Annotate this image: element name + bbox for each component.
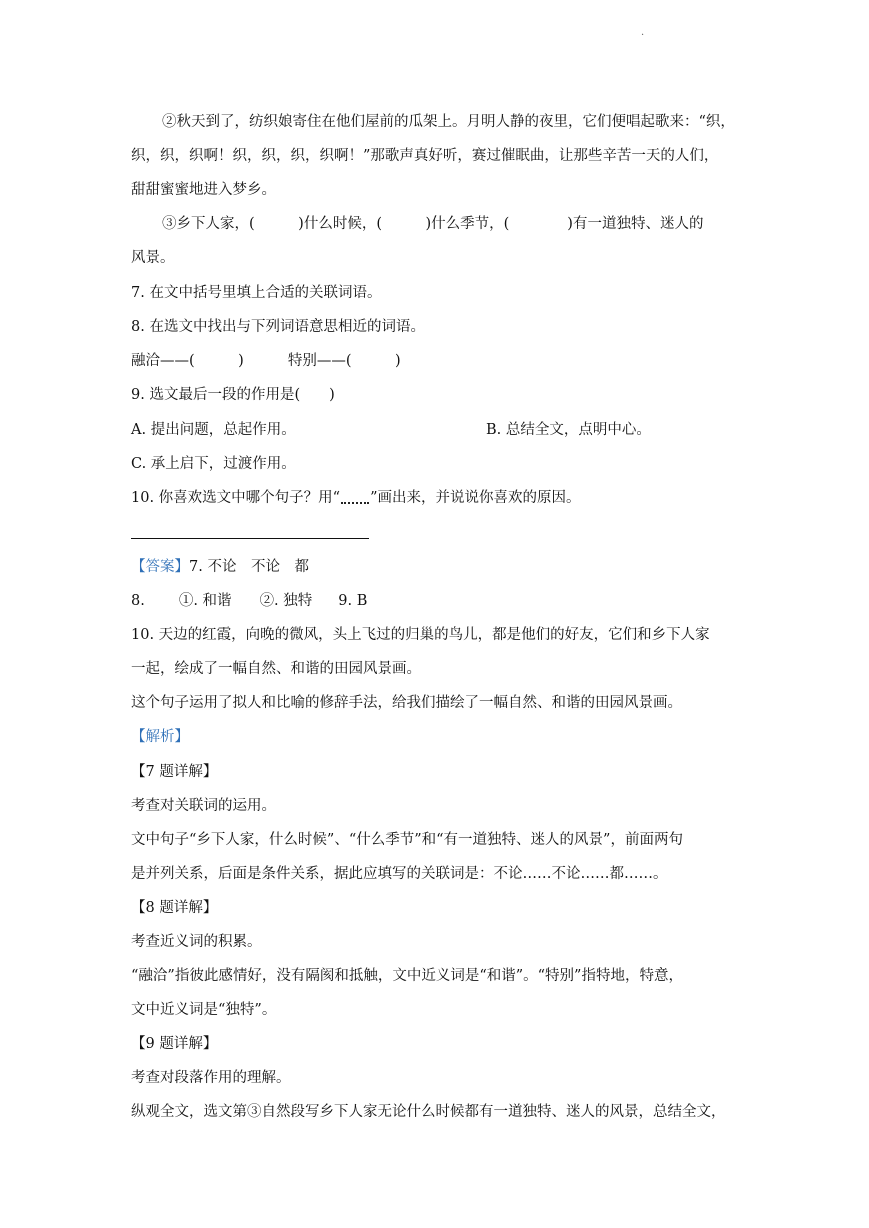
answer-10-line2: 一起，绘成了一幅自然、和谐的田园风景画。 xyxy=(131,661,421,677)
answer-8-number: 8. xyxy=(131,593,145,609)
question-8-items xyxy=(131,351,751,371)
analysis-heading-7: 【7 题详解】 xyxy=(131,764,218,780)
passage-p2-line2: 织，织，织啊！织，织，织，织啊！”那歌声真好听，赛过催眠曲，让那些辛苦一天的人们， xyxy=(131,148,719,164)
analysis-7-line2: 文中句子“乡下人家，什么时候”、“什么季节”和“有一道独特、迷人的风景”，前面两句 xyxy=(131,832,683,848)
analysis-9-line2: 纵观全文，选文第③自然段写乡下人家无论什么时候都有一道独特、迷人的风景，总结全文， xyxy=(131,1104,726,1120)
question-7: 7. 在文中括号里填上合适的关联词语。 xyxy=(131,285,382,301)
answer-8-item-1: ①. 和谐 xyxy=(178,593,232,609)
analysis-tag: 【解析】 xyxy=(131,729,189,745)
answer-8-9 xyxy=(131,591,751,611)
question-8-item-2: 特别——( ) xyxy=(287,353,401,369)
question-10 xyxy=(131,488,751,508)
passage-p3-line2: 风景。 xyxy=(131,250,175,266)
header-mark: · xyxy=(641,30,645,41)
analysis-heading-8: 【8 题详解】 xyxy=(131,900,218,916)
question-9: 9. 选文最后一段的作用是( ) xyxy=(131,387,335,403)
passage-p2-line1: ②秋天到了，纺织娘寄住在他们屋前的瓜架上。月明人静的夜里，它们便唱起歌来：“织， xyxy=(162,114,735,130)
passage-p3-line1: ③乡下人家，( )什么时候，( )什么季节，( )有一道独特、迷人的 xyxy=(162,216,704,232)
answer-tag: 【答案】 xyxy=(131,559,189,575)
question-8: 8. 在选文中找出与下列词语意思相近的词语。 xyxy=(131,319,425,335)
analysis-7-line1: 考查对关联词的运用。 xyxy=(131,798,276,814)
question-10-prefix: 10. 你喜欢选文中哪个句子？用“ xyxy=(131,490,341,506)
answer-10-line1: 10. 天边的红霞，向晚的微风，头上飞过的归巢的鸟儿，都是他们的好友，它们和乡下人家 xyxy=(131,627,710,643)
option-a: A. 提出问题，总起作用。 xyxy=(131,422,296,438)
analysis-8-line3: 文中近义词是“独特”。 xyxy=(131,1002,277,1018)
option-c: C. 承上启下，过渡作用。 xyxy=(131,456,296,472)
analysis-7-line3: 是并列关系，后面是条件关系，据此应填写的关联词是：不论……不论……都……。 xyxy=(131,866,668,882)
answer-line xyxy=(131,538,369,539)
analysis-heading-9: 【9 题详解】 xyxy=(131,1036,218,1052)
analysis-8-line2: “融洽”指彼此感情好，没有隔阂和抵触，文中近义词是“和谐”。“特别”指特地，特意， xyxy=(131,968,683,984)
passage-p2-line3: 甜甜蜜蜜地进入梦乡。 xyxy=(131,182,276,198)
question-10-suffix: ”画出来，并说说你喜欢的原因。 xyxy=(370,490,581,506)
answer-7 xyxy=(131,557,751,577)
answer-7-text: 7. 不论 不论 都 xyxy=(189,559,309,575)
question-9-options-ab xyxy=(131,420,751,440)
answer-8-item-2: ②. 独特 xyxy=(259,593,313,609)
option-b: B. 总结全文，点明中心。 xyxy=(486,422,651,438)
answer-9-text: 9. B xyxy=(338,593,368,609)
answer-10-line3: 这个句子运用了拟人和比喻的修辞手法，给我们描绘了一幅自然、和谐的田园风景画。 xyxy=(131,695,682,711)
wavy-underline-mark xyxy=(341,492,369,504)
analysis-9-line1: 考查对段落作用的理解。 xyxy=(131,1070,291,1086)
question-8-item-1: 融洽——( ) xyxy=(131,353,244,369)
analysis-8-line1: 考查近义词的积累。 xyxy=(131,934,262,950)
